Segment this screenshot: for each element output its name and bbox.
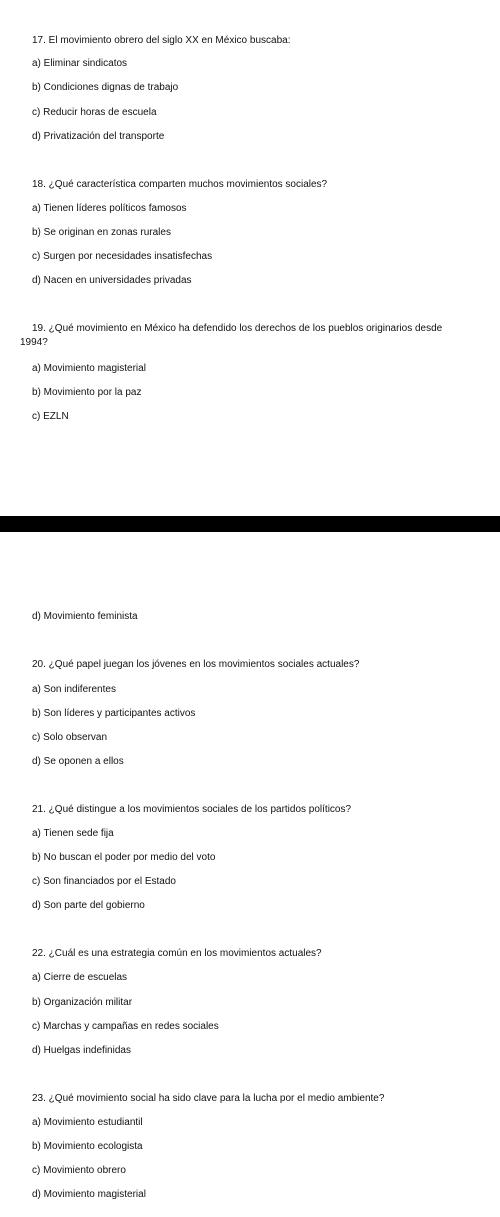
option-21a: a) Tienen sede fija — [32, 828, 114, 839]
question-19-line2: 1994? — [20, 337, 48, 348]
question-23: 23. ¿Qué movimiento social ha sido clave para la lucha por el medio ambiente? — [32, 1093, 385, 1104]
question-17: 17. El movimiento obrero del siglo XX en México buscaba: — [32, 35, 291, 46]
question-22: 22. ¿Cuál es una estrategia común en los movimientos actuales? — [32, 948, 322, 959]
option-21b: b) No buscan el poder por medio del voto — [32, 852, 216, 863]
option-23b: b) Movimiento ecologista — [32, 1141, 143, 1152]
option-17d: d) Privatización del transporte — [32, 131, 165, 142]
option-17c: c) Reducir horas de escuela — [32, 107, 157, 118]
option-18c: c) Surgen por necesidades insatisfechas — [32, 251, 213, 262]
option-22b: b) Organización militar — [32, 997, 133, 1008]
option-19a: a) Movimiento magisterial — [32, 363, 146, 374]
question-20: 20. ¿Qué papel juegan los jóvenes en los movimientos sociales actuales? — [32, 659, 360, 670]
question-21: 21. ¿Qué distingue a los movimientos sociales de los partidos políticos? — [32, 804, 352, 815]
option-22a: a) Cierre de escuelas — [32, 972, 128, 983]
option-18a: a) Tienen líderes políticos famosos — [32, 203, 187, 214]
question-18: 18. ¿Qué característica comparten muchos movimientos sociales? — [32, 179, 328, 190]
option-19b: b) Movimiento por la paz — [32, 387, 142, 398]
option-22c: c) Marchas y campañas en redes sociales — [32, 1021, 219, 1032]
option-18d: d) Nacen en universidades privadas — [32, 275, 192, 286]
option-19c: c) EZLN — [32, 411, 69, 422]
option-20d: d) Se oponen a ellos — [32, 756, 124, 767]
option-17b: b) Condiciones dignas de trabajo — [32, 82, 179, 93]
option-21d: d) Son parte del gobierno — [32, 900, 145, 911]
option-23a: a) Movimiento estudiantil — [32, 1117, 143, 1128]
option-20a: a) Son indiferentes — [32, 684, 116, 695]
option-17a: a) Eliminar sindicatos — [32, 58, 128, 69]
question-19-line1: 19. ¿Qué movimiento en México ha defendido los derechos de los pueblos originarios desde — [32, 323, 443, 334]
option-23c: c) Movimiento obrero — [32, 1165, 126, 1176]
option-20b: b) Son líderes y participantes activos — [32, 708, 196, 719]
option-23d: d) Movimiento magisterial — [32, 1189, 146, 1200]
option-18b: b) Se originan en zonas rurales — [32, 227, 171, 238]
option-19d: d) Movimiento feminista — [32, 611, 138, 622]
option-20c: c) Solo observan — [32, 732, 108, 743]
option-21c: c) Son financiados por el Estado — [32, 876, 176, 887]
option-22d: d) Huelgas indefinidas — [32, 1045, 131, 1056]
page-divider — [0, 516, 500, 532]
